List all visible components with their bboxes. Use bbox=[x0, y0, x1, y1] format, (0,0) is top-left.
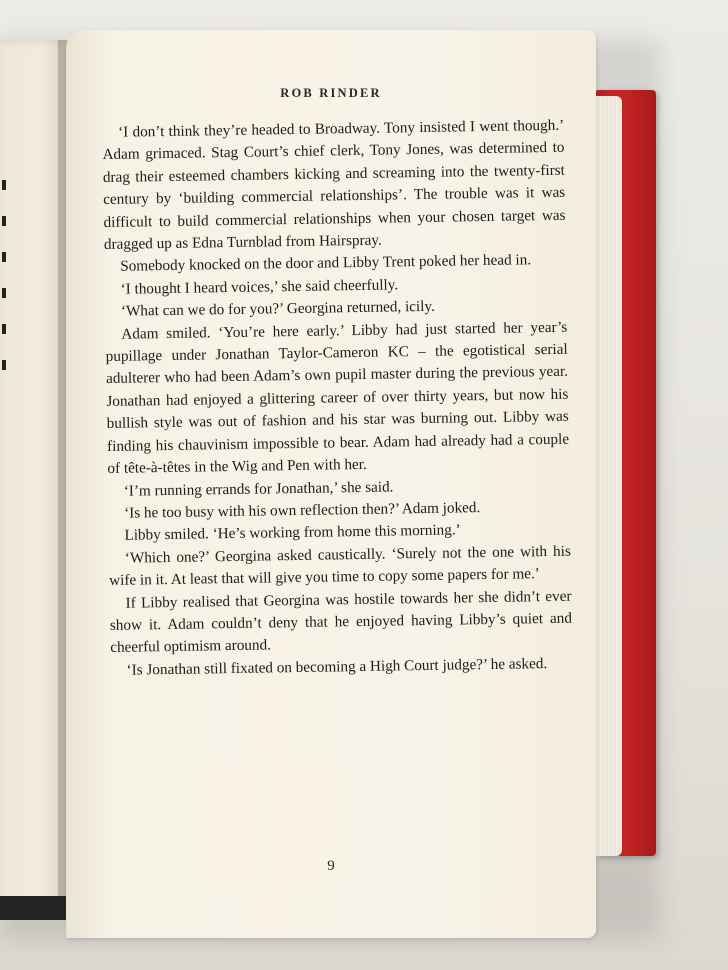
left-page-text-edge bbox=[2, 180, 10, 396]
right-page bbox=[66, 30, 596, 938]
paragraph: ‘I’m running errands for Jonathan,’ she said. bbox=[123, 477, 394, 500]
paragraph: Adam smiled. ‘You’re here early.’ Libby had just started her year’s pupillage under Jonathan Taylor-Cameron KC – the egotistical serial adulterer who had been Adam’s own pupil master during the previous year. Jonathan had enjoyed a glittering career of over thirty years, but now his bullish style was out of fashion and his star was burning out. Libby was finding his chauvinism impossible to bear. Adam had already had a couple of tête-à-têtes in the Wig and Pen with her. bbox=[105, 318, 570, 478]
paragraph: Somebody knocked on the door and Libby Trent poked her head in. bbox=[120, 251, 532, 276]
paragraph: ‘I thought I heard voices,’ she said cheerfully. bbox=[120, 276, 399, 298]
running-head: ROB RINDER bbox=[280, 86, 382, 100]
paragraph: ‘Is he too busy with his own reflection then?’ Adam joked. bbox=[124, 499, 481, 522]
body-text bbox=[102, 115, 573, 682]
paragraph: If Libby realised that Georgina was hostile towards her she didn’t ever show it. Adam couldn’t deny that he enjoyed having Libby’s quiet and cheerful optimism around. bbox=[109, 587, 572, 657]
paragraph: ‘Which one?’ Georgina asked caustically. ‘Surely not the one with his wife in it. At least that will give you time to copy some papers for me.’ bbox=[109, 542, 571, 590]
paragraph: ‘What can we do for you?’ Georgina returned, icily. bbox=[120, 298, 435, 320]
paragraph: Libby smiled. ‘He’s working from home this morning.’ bbox=[124, 521, 461, 545]
paragraph: ‘I don’t think they’re headed to Broadway. Tony insisted I went though.’ Adam grimaced. Stag Court’s chief clerk, Tony Jones, was determined to drag their esteemed chambers kicking and screaming into the twenty-first century by ‘building commercial relationships’. The trouble was it was difficult to build commercial relationships when your chosen target was dragged up as Edna Turnblad from Hairspray. bbox=[102, 116, 566, 254]
paragraph: ‘Is Jonathan still fixated on becoming a High Court judge?’ he asked. bbox=[126, 654, 548, 679]
page-number: 9 bbox=[327, 858, 335, 874]
